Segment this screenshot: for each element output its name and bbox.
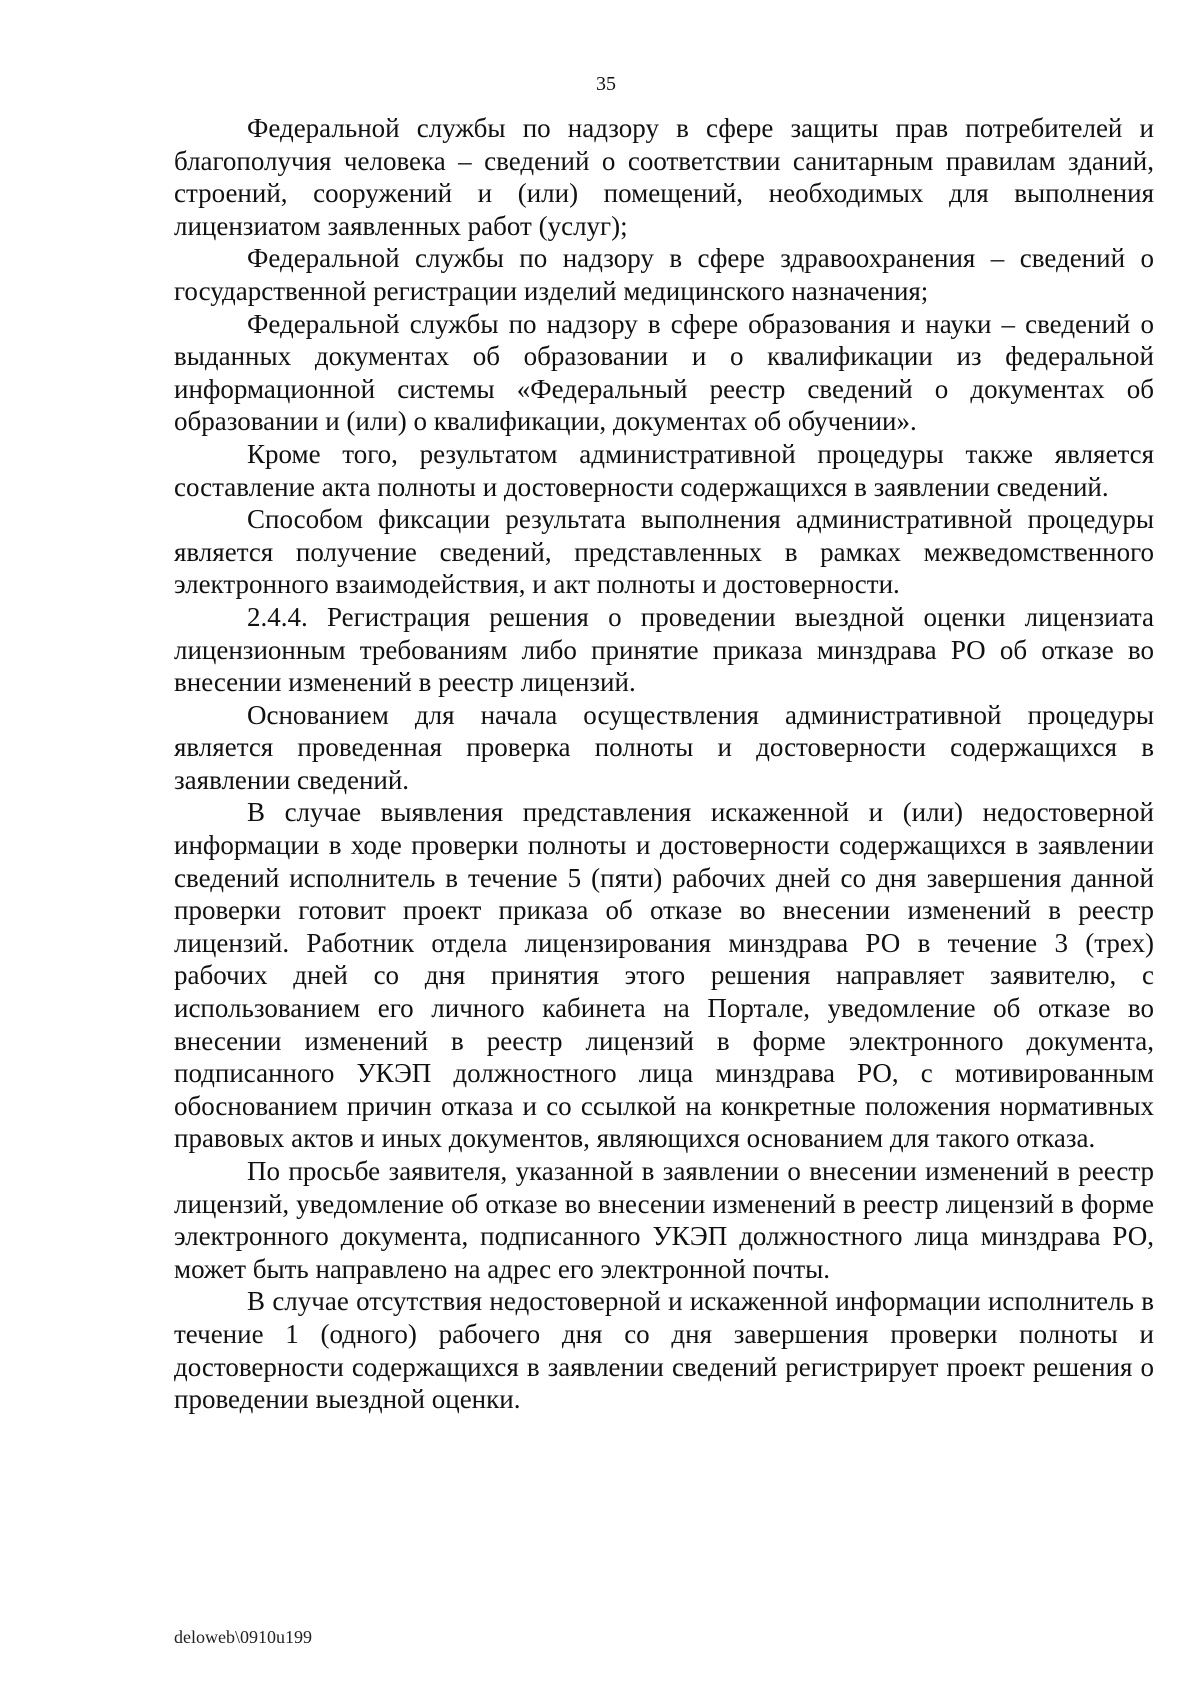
- paragraph: Кроме того, результатом административной процедуры также является составление акта полноты и достоверности содержащихся в заявлении сведений.: [174, 438, 1154, 502]
- paragraph: В случае выявления представления искаженной и (или) недостоверной информации в ходе проверки полноты и достоверности содержащихся в заявлении сведений исполнитель в течение 5 (пяти) рабочих дней со дня завершения данной проверки готовит проект приказа об отказе во внесении изменений в реестр лицензий. Работник отдела лицензирования минздрава РО в течение 3 (трех) рабочих дней со дня принятия этого решения направляет заявителю, с использованием его личного кабинета на Портале, уведомление об отказе во внесении изменений в реестр лицензий в форме электронного документа, подписанного УКЭП должностного лица минздрава РО, с мотивированным обоснованием причин отказа и со ссылкой на конкретные положения нормативных правовых актов и иных документов, являющихся основанием для такого отказа.: [174, 797, 1154, 1154]
- document-body: [174, 112, 1154, 1416]
- paragraph: Федеральной службы по надзору в сфере здравоохранения – сведений о государственной регистрации изделий медицинского назначения;: [174, 243, 1154, 306]
- page-number: 35: [596, 73, 616, 95]
- paragraph: Федеральной службы по надзору в сфере защиты прав потребителей и благополучия человека – сведений о соответствии санитарным правилам зданий, строений, сооружений и (или) помещений, необходимых для выполнения лицензиатом заявленных работ (услуг);: [174, 113, 1154, 241]
- paragraph: По просьбе заявителя, указанной в заявлении о внесении изменений в реестр лицензий, уведомление об отказе во внесении изменений в реестр лицензий в форме электронного документа, подписанного УКЭП должностного лица минздрава РО, может быть направлено на адрес его электронной почты.: [174, 1156, 1154, 1284]
- document-footer-code: deloweb\0910u199: [174, 1627, 312, 1647]
- paragraph: В случае отсутствия недостоверной и искаженной информации исполнитель в течение 1 (одного) рабочего дня со дня завершения проверки полноты и достоверности содержащихся в заявлении сведений регистрирует проект решения о проведении выездной оценки.: [174, 1286, 1154, 1415]
- section-heading-paragraph: 2.4.4. Регистрация решения о проведении выездной оценки лицензиата лицензионным требованиям либо принятие приказа минздрава РО об отказе во внесении изменений в реестр лицензий.: [174, 601, 1154, 698]
- paragraph: Способом фиксации результата выполнения административной процедуры является получение сведений, представленных в рамках межведомственного электронного взаимодействия, и акт полноты и достоверности.: [174, 504, 1154, 600]
- paragraph: Основанием для начала осуществления административной процедуры является проведенная проверка полноты и достоверности содержащихся в заявлении сведений.: [174, 699, 1154, 795]
- paragraph: Федеральной службы по надзору в сфере образования и науки – сведений о выданных документах об образовании и о квалификации из федеральной информационной системы «Федеральный реестр сведений о документах об образовании и (или) о квалификации, документах об обучении».: [174, 308, 1154, 437]
